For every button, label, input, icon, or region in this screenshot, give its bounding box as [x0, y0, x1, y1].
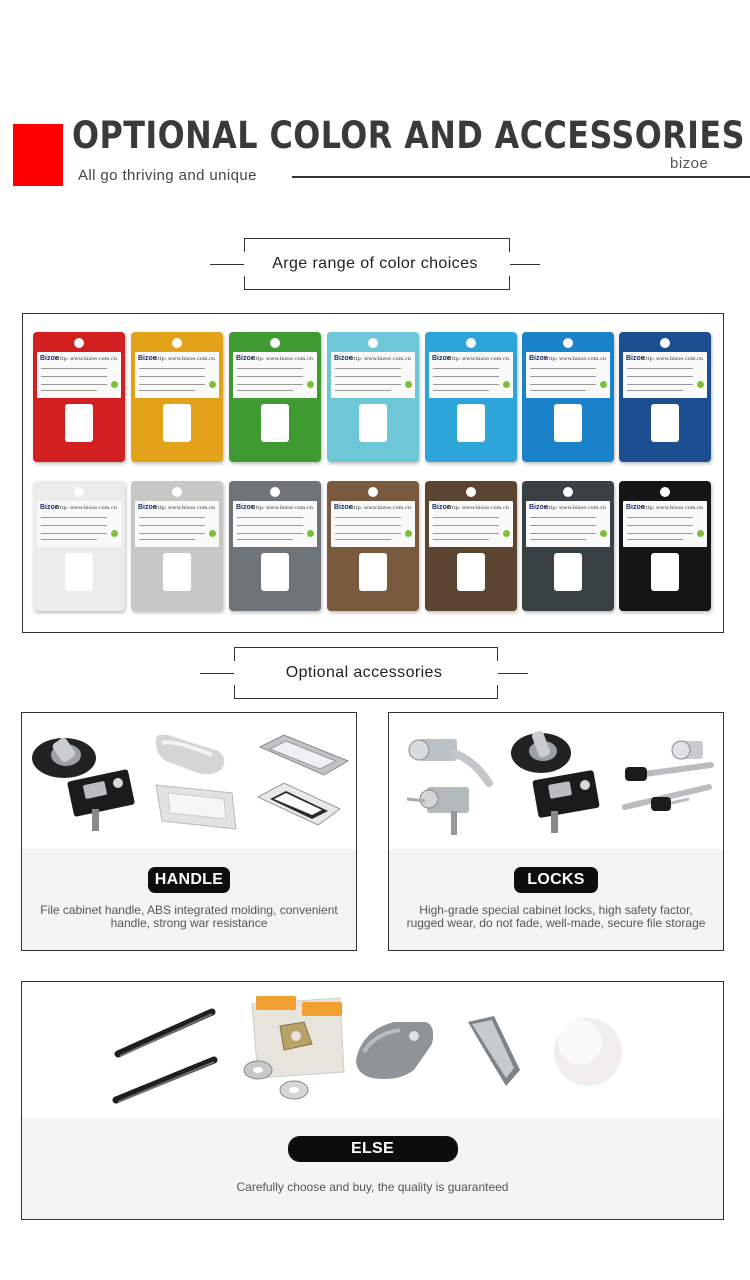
swatch-logo: Bizoe — [40, 355, 59, 362]
swatch-hole — [368, 487, 378, 497]
swatch-text-line — [530, 368, 596, 369]
swatch-url: Http: www.bizoe.com.cn — [544, 505, 606, 511]
swatch-text-line — [237, 525, 303, 526]
swatch-text-line — [41, 376, 107, 377]
accessories-section-title-text: Optional accessories — [285, 664, 443, 681]
swatch-cutout — [554, 404, 582, 442]
swatch-text-line — [433, 390, 489, 391]
swatch-text-line — [335, 384, 401, 385]
swatch-cutout — [359, 553, 387, 591]
brand-label: bizoe — [670, 155, 709, 172]
swatch-hole — [466, 338, 476, 348]
swatch-label-card — [623, 501, 707, 547]
swatch-text-line — [433, 539, 489, 540]
metal-bracket-icon — [468, 1016, 520, 1086]
swatch-cutout — [554, 553, 582, 591]
lever-lock-icon — [407, 739, 489, 835]
swatch-logo: Bizoe — [432, 355, 451, 362]
page-subtitle: All go thriving and unique — [78, 167, 257, 184]
swatch-text-line — [139, 368, 205, 369]
swatch-cutout — [457, 404, 485, 442]
color-swatch — [522, 332, 614, 462]
recycle-icon — [209, 530, 216, 537]
swatch-text-line — [237, 384, 303, 385]
swatch-url: Http: www.bizoe.com.cn — [251, 505, 313, 511]
swatch-text-line — [335, 525, 401, 526]
swatch-hole — [466, 487, 476, 497]
swatch-label-card — [37, 352, 121, 398]
swatch-text-line — [433, 525, 499, 526]
recycle-icon — [405, 381, 412, 388]
swatch-text-line — [627, 525, 693, 526]
page-title: OPTIONAL COLOR AND ACCESSORIES — [72, 114, 745, 157]
swatch-text-line — [433, 376, 499, 377]
swatch-label-card — [429, 352, 513, 398]
swatch-hole — [660, 487, 670, 497]
swatch-label-card — [135, 501, 219, 547]
swatch-cutout — [359, 404, 387, 442]
swatch-text-line — [41, 533, 107, 534]
swatch-hole — [270, 487, 280, 497]
swatch-hole — [74, 338, 84, 348]
swatch-text-line — [530, 525, 596, 526]
swatch-url: Http: www.bizoe.com.cn — [641, 505, 703, 511]
recycle-icon — [697, 530, 704, 537]
recycle-icon — [209, 381, 216, 388]
swatch-text-line — [237, 533, 303, 534]
swatch-cutout — [163, 553, 191, 591]
swatch-label-card — [233, 501, 317, 547]
swatch-label-card — [526, 352, 610, 398]
swatch-cutout — [651, 404, 679, 442]
swatch-text-line — [335, 517, 401, 518]
swatch-cutout — [163, 404, 191, 442]
swatch-cutout — [261, 553, 289, 591]
swatch-text-line — [433, 368, 499, 369]
color-swatch — [33, 332, 125, 462]
color-swatch — [229, 332, 321, 462]
swatch-text-line — [433, 517, 499, 518]
swatch-url: Http: www.bizoe.com.cn — [55, 356, 117, 362]
swatch-text-line — [335, 376, 401, 377]
header-divider — [292, 176, 750, 178]
swatch-cutout — [651, 553, 679, 591]
swatch-logo: Bizoe — [334, 504, 353, 511]
swatch-text-line — [433, 533, 499, 534]
else-description: Carefully choose and buy, the quality is guaranteed — [236, 1180, 509, 1194]
swatch-logo: Bizoe — [236, 355, 255, 362]
shelf-clip-icon — [356, 1022, 433, 1079]
locks-info — [389, 849, 723, 950]
accent-square — [13, 124, 63, 186]
swatch-logo: Bizoe — [334, 355, 353, 362]
cam-lock-icon — [511, 730, 600, 833]
locks-description: High-grade special cabinet locks, high safety factor, rugged wear, do not fade, well-made, secure file storage — [406, 903, 706, 930]
swatch-text-line — [139, 533, 205, 534]
swatch-label-card — [135, 352, 219, 398]
color-swatch — [131, 481, 223, 611]
color-swatch — [619, 481, 711, 611]
swatch-hole — [74, 487, 84, 497]
recycle-icon — [405, 530, 412, 537]
swatch-text-line — [41, 384, 107, 385]
swatch-url: Http: www.bizoe.com.cn — [544, 356, 606, 362]
swatch-text-line — [41, 390, 97, 391]
swatch-text-line — [335, 368, 401, 369]
swatch-text-line — [139, 539, 195, 540]
swatch-url: Http: www.bizoe.com.cn — [55, 505, 117, 511]
swatch-text-line — [530, 517, 596, 518]
color-swatch — [327, 481, 419, 611]
locks-panel — [388, 712, 724, 951]
recycle-icon — [600, 381, 607, 388]
swatch-text-line — [530, 533, 596, 534]
handle-info — [22, 849, 356, 950]
swatch-url: Http: www.bizoe.com.cn — [447, 505, 509, 511]
recycle-icon — [307, 530, 314, 537]
swatch-hole — [563, 487, 573, 497]
color-swatch — [425, 481, 517, 611]
swatch-cutout — [457, 553, 485, 591]
swatch-hole — [660, 338, 670, 348]
key-lock-icon — [625, 741, 711, 811]
swatch-url: Http: www.bizoe.com.cn — [153, 356, 215, 362]
swatch-text-line — [335, 533, 401, 534]
globe-knob-icon — [554, 1018, 622, 1086]
else-pill: ELSE — [288, 1136, 458, 1162]
swatch-logo: Bizoe — [138, 504, 157, 511]
swatch-label-card — [429, 501, 513, 547]
swatch-url: Http: www.bizoe.com.cn — [349, 356, 411, 362]
swatch-cutout — [65, 404, 93, 442]
flush-pull-handle-icon — [258, 735, 348, 825]
recycle-icon — [111, 530, 118, 537]
handle-panel — [21, 712, 357, 951]
recycle-icon — [307, 381, 314, 388]
swatch-logo: Bizoe — [40, 504, 59, 511]
swatch-text-line — [530, 539, 586, 540]
swatch-text-line — [627, 368, 693, 369]
else-photo — [22, 982, 723, 1120]
swatch-text-line — [41, 525, 107, 526]
color-swatch — [619, 332, 711, 462]
swatch-logo: Bizoe — [626, 504, 645, 511]
color-swatch — [33, 481, 125, 611]
recycle-icon — [697, 381, 704, 388]
swatch-hole — [270, 338, 280, 348]
color-section-title-text: Arge range of color choices — [272, 255, 478, 272]
swatch-logo: Bizoe — [138, 355, 157, 362]
swatch-text-line — [237, 517, 303, 518]
recessed-pull-handle-icon — [156, 735, 236, 829]
color-swatch-panel — [22, 313, 724, 633]
swatch-text-line — [335, 539, 391, 540]
swatch-text-line — [627, 533, 693, 534]
swatch-text-line — [237, 539, 293, 540]
swatch-label-card — [331, 501, 415, 547]
swatch-text-line — [627, 384, 693, 385]
swatch-hole — [172, 338, 182, 348]
swatch-url: Http: www.bizoe.com.cn — [153, 505, 215, 511]
swatch-text-line — [627, 376, 693, 377]
swatch-text-line — [139, 390, 195, 391]
drawer-slide-icon — [116, 1012, 214, 1102]
swatch-text-line — [530, 376, 596, 377]
color-swatch — [327, 332, 419, 462]
swatch-url: Http: www.bizoe.com.cn — [349, 505, 411, 511]
locks-photo — [389, 713, 723, 851]
swatch-url: Http: www.bizoe.com.cn — [251, 356, 313, 362]
recycle-icon — [503, 530, 510, 537]
color-section-title — [210, 238, 540, 290]
handle-description: File cabinet handle, ABS integrated molding, convenient handle, strong war resistance — [40, 903, 338, 930]
color-swatch — [425, 332, 517, 462]
swatch-label-card — [526, 501, 610, 547]
swatch-text-line — [139, 517, 205, 518]
swatch-label-card — [37, 501, 121, 547]
recycle-icon — [111, 381, 118, 388]
swatch-text-line — [139, 376, 205, 377]
swatch-logo: Bizoe — [529, 504, 548, 511]
swatch-text-line — [237, 376, 303, 377]
swatch-text-line — [627, 539, 683, 540]
color-swatch — [131, 332, 223, 462]
swatch-cutout — [261, 404, 289, 442]
color-swatch — [229, 481, 321, 611]
swatch-logo: Bizoe — [432, 504, 451, 511]
swatch-cutout — [65, 553, 93, 591]
swatch-text-line — [433, 384, 499, 385]
swatch-text-line — [627, 390, 683, 391]
accessories-section-title — [200, 647, 528, 699]
swatch-hole — [172, 487, 182, 497]
swatch-logo: Bizoe — [236, 504, 255, 511]
swatch-text-line — [237, 368, 303, 369]
hardware-bag-icon — [244, 996, 344, 1099]
swatch-text-line — [530, 390, 586, 391]
swatch-url: Http: www.bizoe.com.cn — [447, 356, 509, 362]
swatch-logo: Bizoe — [529, 355, 548, 362]
swatch-text-line — [335, 390, 391, 391]
swatch-label-card — [331, 352, 415, 398]
swatch-text-line — [41, 368, 107, 369]
cam-lock-handle-icon — [32, 736, 135, 831]
swatch-text-line — [41, 539, 97, 540]
else-info — [22, 1118, 723, 1219]
swatch-hole — [368, 338, 378, 348]
handle-pill: HANDLE — [148, 867, 230, 893]
swatch-label-card — [623, 352, 707, 398]
swatch-text-line — [237, 390, 293, 391]
locks-pill: LOCKS — [514, 867, 598, 893]
swatch-text-line — [530, 384, 596, 385]
swatch-label-card — [233, 352, 317, 398]
swatch-text-line — [41, 517, 107, 518]
swatch-text-line — [139, 525, 205, 526]
else-panel — [21, 981, 724, 1220]
swatch-logo: Bizoe — [626, 355, 645, 362]
swatch-text-line — [627, 517, 693, 518]
swatch-text-line — [139, 384, 205, 385]
color-swatch — [522, 481, 614, 611]
handle-photo — [22, 713, 356, 851]
recycle-icon — [600, 530, 607, 537]
swatch-hole — [563, 338, 573, 348]
recycle-icon — [503, 381, 510, 388]
swatch-url: Http: www.bizoe.com.cn — [641, 356, 703, 362]
